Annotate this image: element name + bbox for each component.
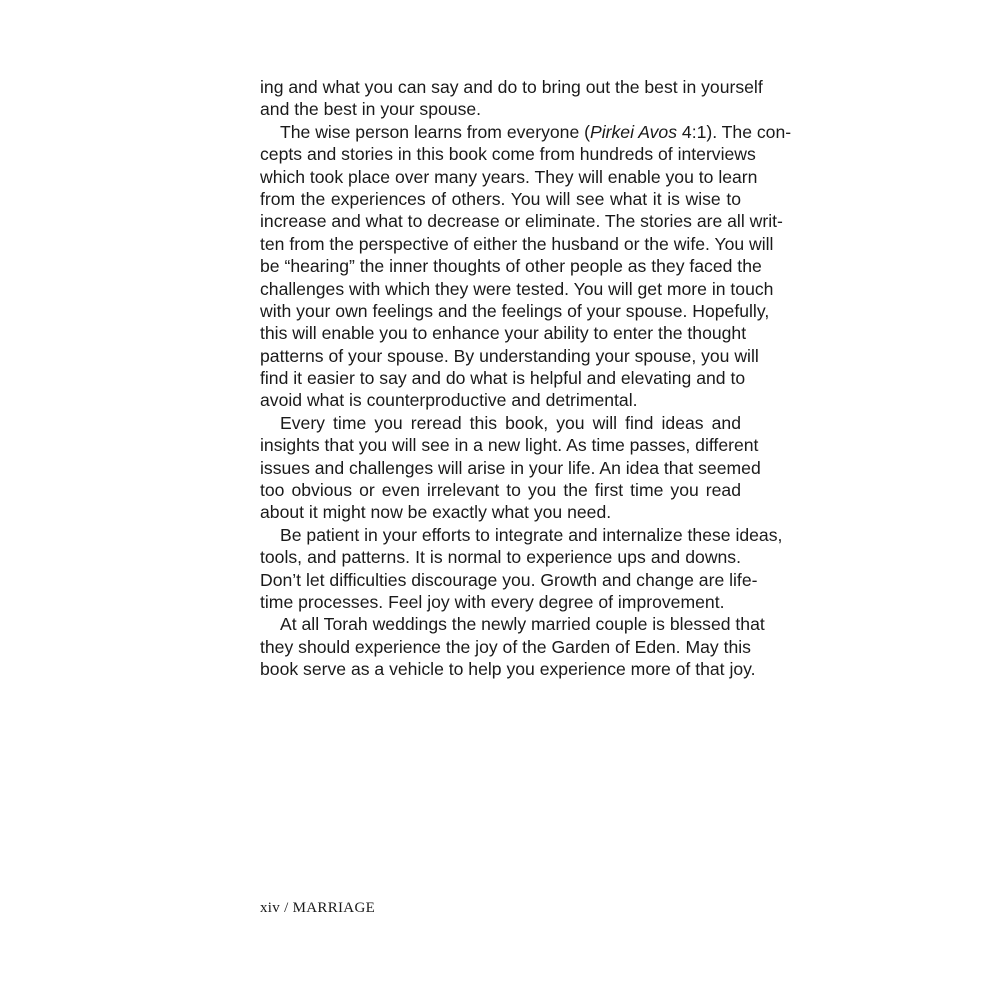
text-line: they should experience the joy of the Garden of Eden. May this [260,636,751,657]
text-line: from the experiences of others. You will see what it is wise to [260,188,741,209]
text-line: with your own feelings and the feelings of your spouse. Hopefully, [260,300,770,321]
text-line: increase and what to decrease or eliminate. The stories are all writ- [260,211,783,232]
text-line: issues and challenges will arise in your life. An idea that seemed [260,457,761,478]
text-line: find it easier to say and do what is helpful and elevating and to [260,368,746,389]
text-line: this will enable you to enhance your ability to enter the thought [260,323,747,344]
text-line: tools, and patterns. It is normal to experience ups and downs. [260,547,741,568]
text-line: insights that you will see in a new light. As time passes, different [260,435,759,456]
text-line: book serve as a vehicle to help you experience more of that joy. [260,659,756,680]
text-line: avoid what is counterproductive and detrimental. [260,390,638,411]
text-run: 4:1). The con- [677,121,792,142]
text-line: cepts and stories in this book come from hundreds of interviews [260,144,756,165]
text-line: time processes. Feel joy with every degree of improvement. [260,591,725,612]
text-line: ten from the perspective of either the husband or the wife. You will [260,233,774,254]
text-line: about it might now be exactly what you need. [260,502,612,523]
text-line: challenges with which they were tested. You will get more in touch [260,278,774,299]
text-run: The wise person learns from everyone ( [280,121,590,142]
text-line: patterns of your spouse. By understanding your spouse, you will [260,345,759,366]
text-line: Don’t let difficulties discourage you. Growth and change are life- [260,569,758,590]
text-line: At all Torah weddings the newly married couple is blessed that [280,614,765,635]
body-text [260,76,792,681]
citation: Pirkei Avos [589,121,678,142]
text-line: Be patient in your efforts to integrate and internalize these ideas, [280,524,783,545]
text-line: too obvious or even irrelevant to you the first time you read [260,480,741,501]
text-line: be “hearing” the inner thoughts of other people as they faced the [260,256,762,277]
text-line: and the best in your spouse. [260,99,482,120]
page-folio: xiv / MARRIAGE [260,900,376,916]
text-line: Every time you reread this book, you will find ideas and [280,412,741,433]
text-line [260,121,792,143]
text-line: which took place over many years. They will enable you to learn [260,166,758,187]
text-line: ing and what you can say and do to bring out the best in yourself [260,77,763,97]
